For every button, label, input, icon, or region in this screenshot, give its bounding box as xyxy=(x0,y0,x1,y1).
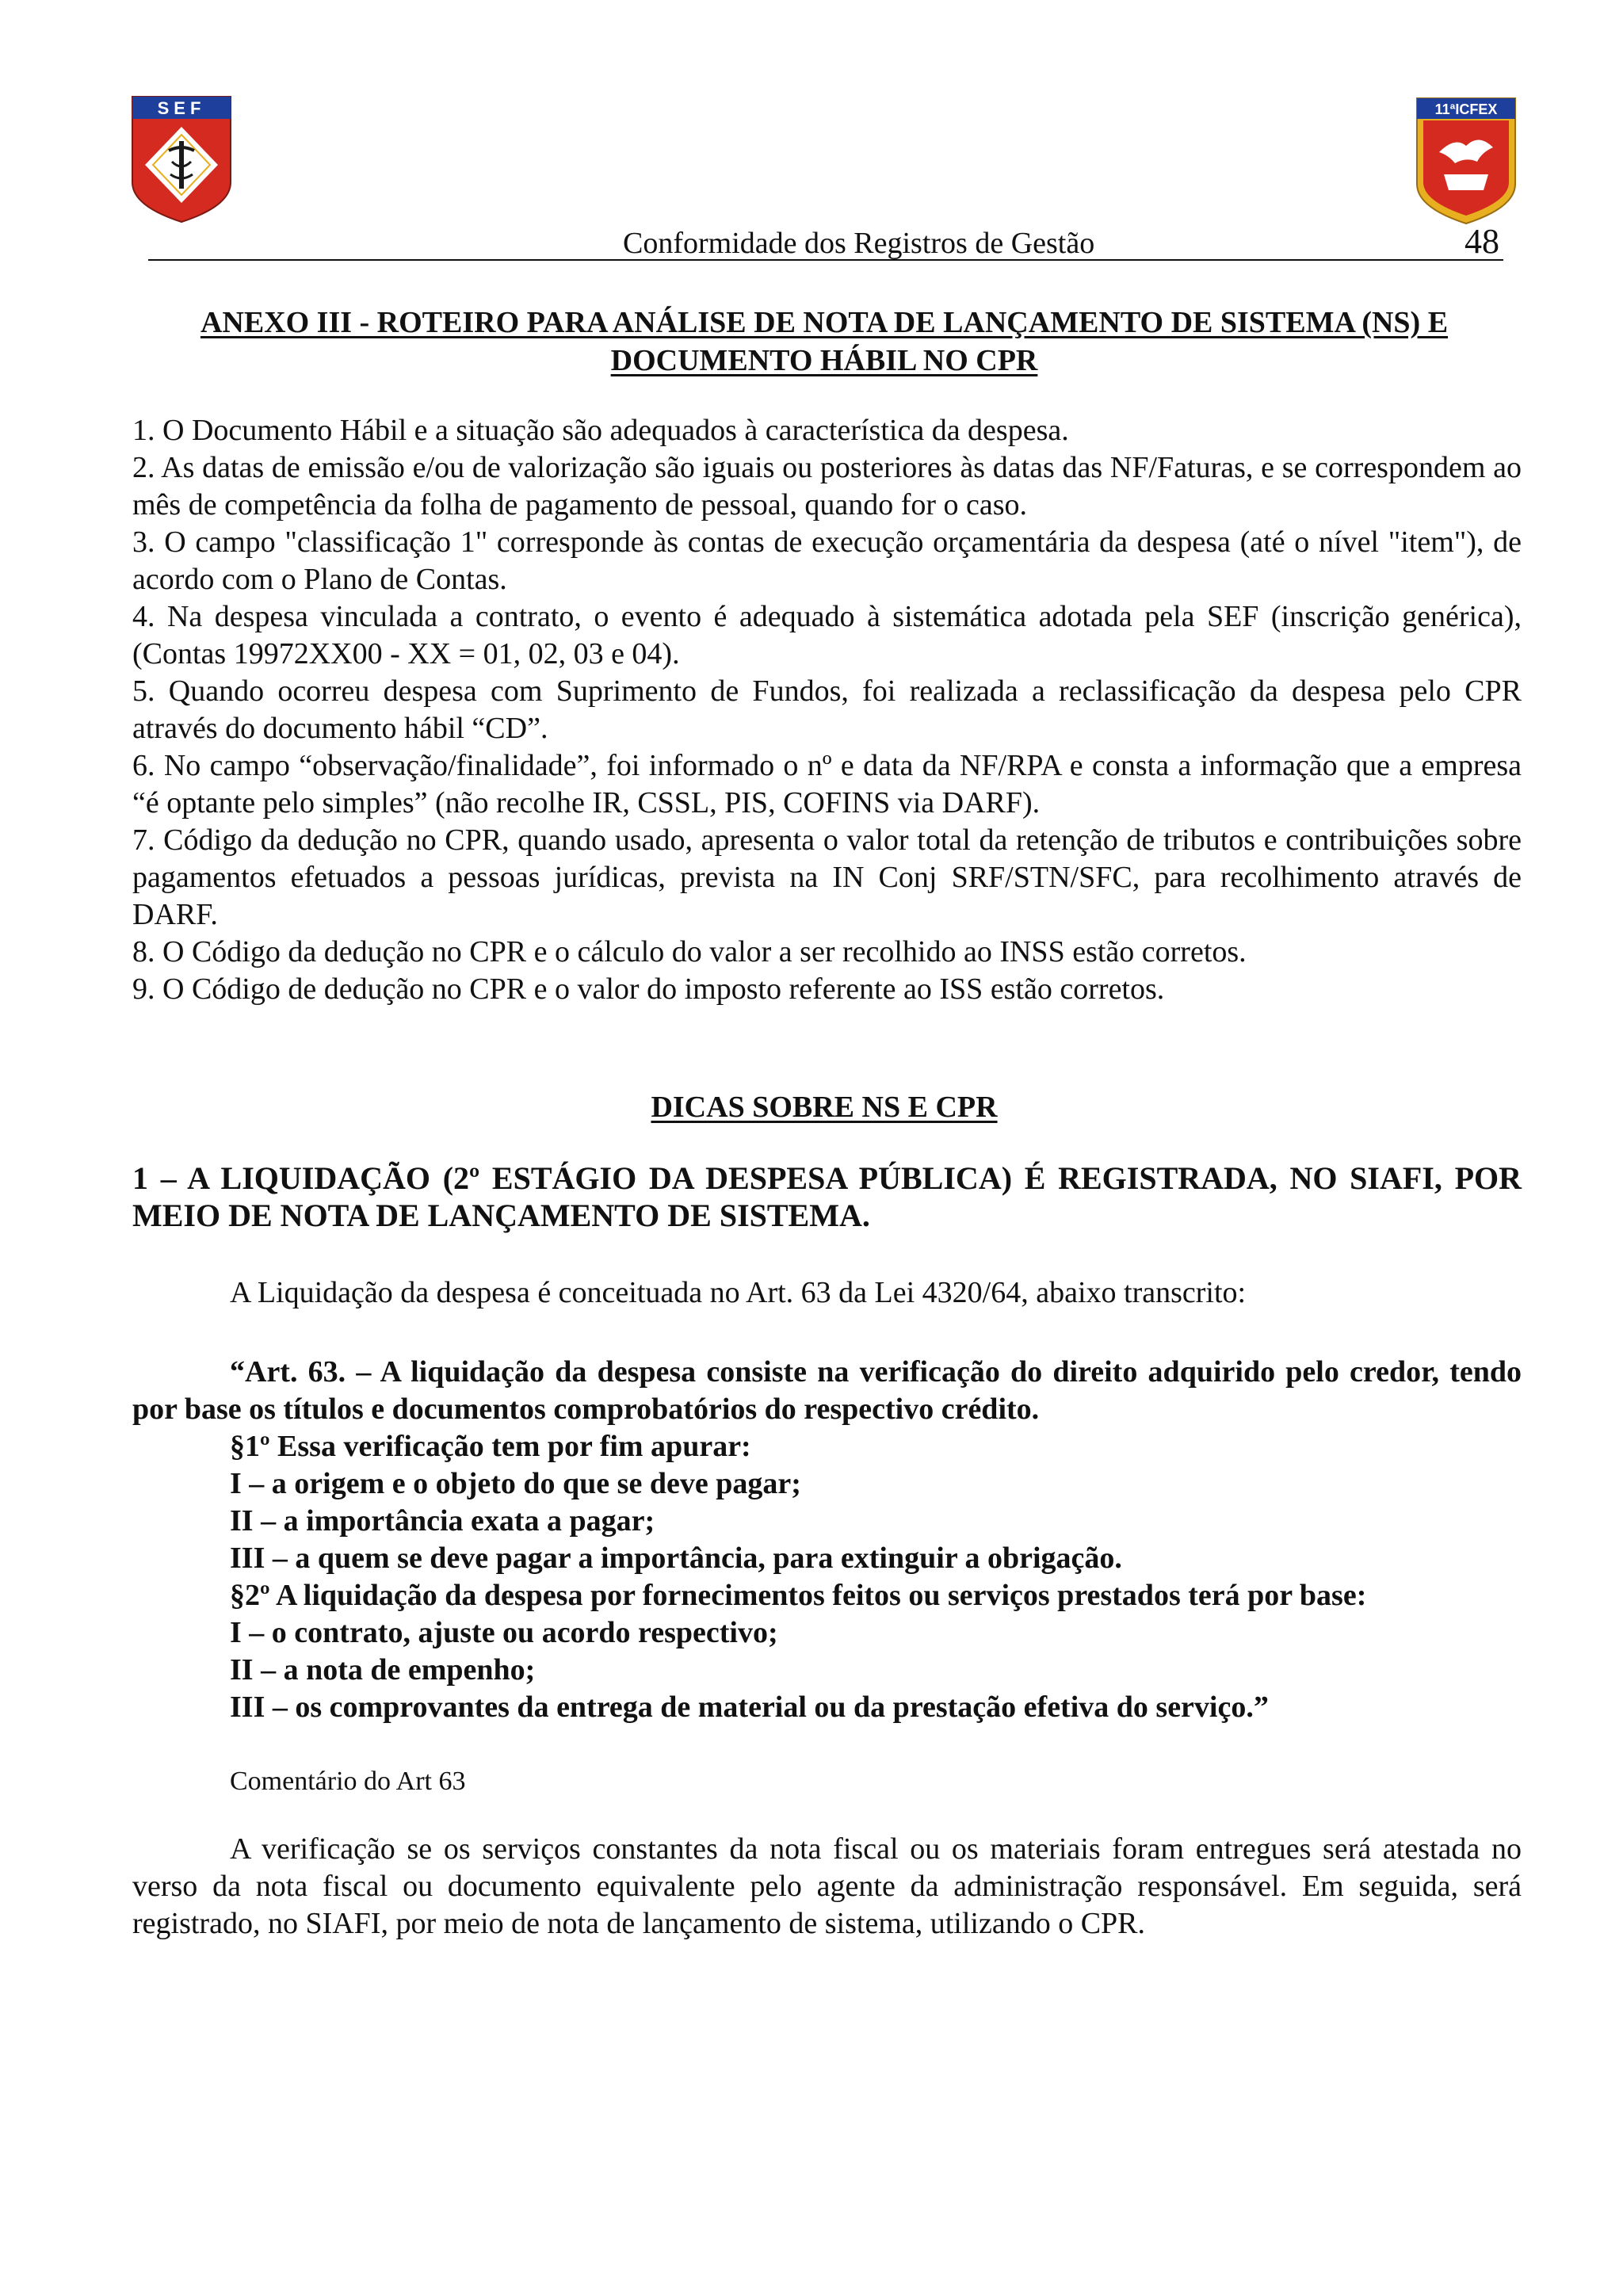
quote-line: I – o contrato, ajuste ou acordo respectivo; xyxy=(230,1616,778,1649)
law-quote xyxy=(132,1354,1522,1726)
checklist-item: 1. O Documento Hábil e a situação são adequados à característica da despesa. xyxy=(132,414,1069,447)
checklist-item: 6. No campo “observação/finalidade”, foi informado o nº e data da NF/RPA e consta a informação que a empresa “é optante pelo simples” (não recolhe IR, CSSL, PIS, COFINS via DARF). xyxy=(132,749,1522,819)
icfex-shield-logo xyxy=(1415,97,1517,225)
quote-line: I – a origem e o objeto do que se deve pagar; xyxy=(230,1467,801,1500)
section-heading: 1 – A LIQUIDAÇÃO (2º ESTÁGIO DA DESPESA PÚBLICA) É REGISTRADA, NO SIAFI, POR MEIO DE NOTA DE LANÇAMENTO DE SISTEMA. xyxy=(132,1160,1522,1233)
quote-line: §2º A liquidação da despesa por fornecimentos feitos ou serviços prestados terá por base: xyxy=(230,1579,1367,1612)
checklist-item: 9. O Código de dedução no CPR e o valor do imposto referente ao ISS estão corretos. xyxy=(132,972,1165,1006)
icfex-logo-text: 11ªICFEX xyxy=(1434,101,1498,117)
checklist-item: 2. As datas de emissão e/ou de valorização são iguais ou posteriores às datas das NF/Faturas, e se correspondem ao mês de competência da folha de pagamento de pessoal, quando for o caso. xyxy=(132,451,1522,521)
quote-line: II – a nota de empenho; xyxy=(230,1653,536,1687)
annex-title xyxy=(127,304,1522,380)
checklist-item: 4. Na despesa vinculada a contrato, o evento é adequado à sistemática adotada pela SEF (inscrição genérica), (Contas 19972XX00 - XX = 01, 02, 03 e 04). xyxy=(132,600,1522,670)
checklist-item: 3. O campo "classificação 1" corresponde às contas de execução orçamentária da despesa (até o nível "item"), de acordo com o Plano de Contas. xyxy=(132,525,1522,596)
closing-paragraph: A verificação se os serviços constantes da nota fiscal ou os materiais foram entregues será atestada no verso da nota fiscal ou documento equivalente pelo agente da administração responsável. Em seguida, será registrado, no SIAFI, por meio de nota de lançamento de sistema, utilizando o CPR. xyxy=(132,1832,1522,1940)
sef-logo-text: SEF xyxy=(157,98,206,118)
quote-line: II – a importância exata a pagar; xyxy=(230,1504,655,1538)
checklist-item: 8. O Código da dedução no CPR e o cálculo do valor a ser recolhido ao INSS estão corretos. xyxy=(132,935,1247,968)
quote-line: III – a quem se deve pagar a importância, para extinguir a obrigação. xyxy=(230,1541,1122,1575)
quote-line: §1º Essa verificação tem por fim apurar: xyxy=(230,1430,751,1463)
intro-paragraph: A Liquidação da despesa é conceituada no Art. 63 da Lei 4320/64, abaixo transcrito: xyxy=(230,1276,1247,1309)
header-rule xyxy=(148,259,1503,261)
checklist-item: 7. Código da dedução no CPR, quando usado, apresenta o valor total da retenção de tributos e contribuições sobre pagamentos efetuados a pessoas jurídicas, prevista na IN Conj SRF/STN/SFC, para recolhimento através de DARF. xyxy=(132,823,1522,931)
checklist xyxy=(132,412,1522,1008)
comment-label: Comentário do Art 63 xyxy=(230,1767,466,1796)
annex-title-line-1: ANEXO III - ROTEIRO PARA ANÁLISE DE NOTA DE LANÇAMENTO DE SISTEMA (NS) E xyxy=(200,306,1449,339)
sef-shield-logo xyxy=(131,95,232,223)
quote-line: III – os comprovantes da entrega de material ou da prestação efetiva do serviço.” xyxy=(230,1690,1269,1724)
checklist-item: 5. Quando ocorreu despesa com Suprimento de Fundos, foi realizada a reclassificação da despesa pelo CPR através do documento hábil “CD”. xyxy=(132,674,1522,745)
annex-title-line-2: DOCUMENTO HÁBIL NO CPR xyxy=(610,344,1038,377)
running-header-title: Conformidade dos Registros de Gestão xyxy=(623,227,1095,260)
quote-first-paragraph: “Art. 63. – A liquidação da despesa consiste na verificação do direito adquirido pelo credor, tendo por base os títulos e documentos comprobatórios do respectivo crédito. xyxy=(132,1355,1522,1426)
page-number: 48 xyxy=(1465,222,1499,261)
tips-title: DICAS SOBRE NS E CPR xyxy=(651,1091,998,1124)
